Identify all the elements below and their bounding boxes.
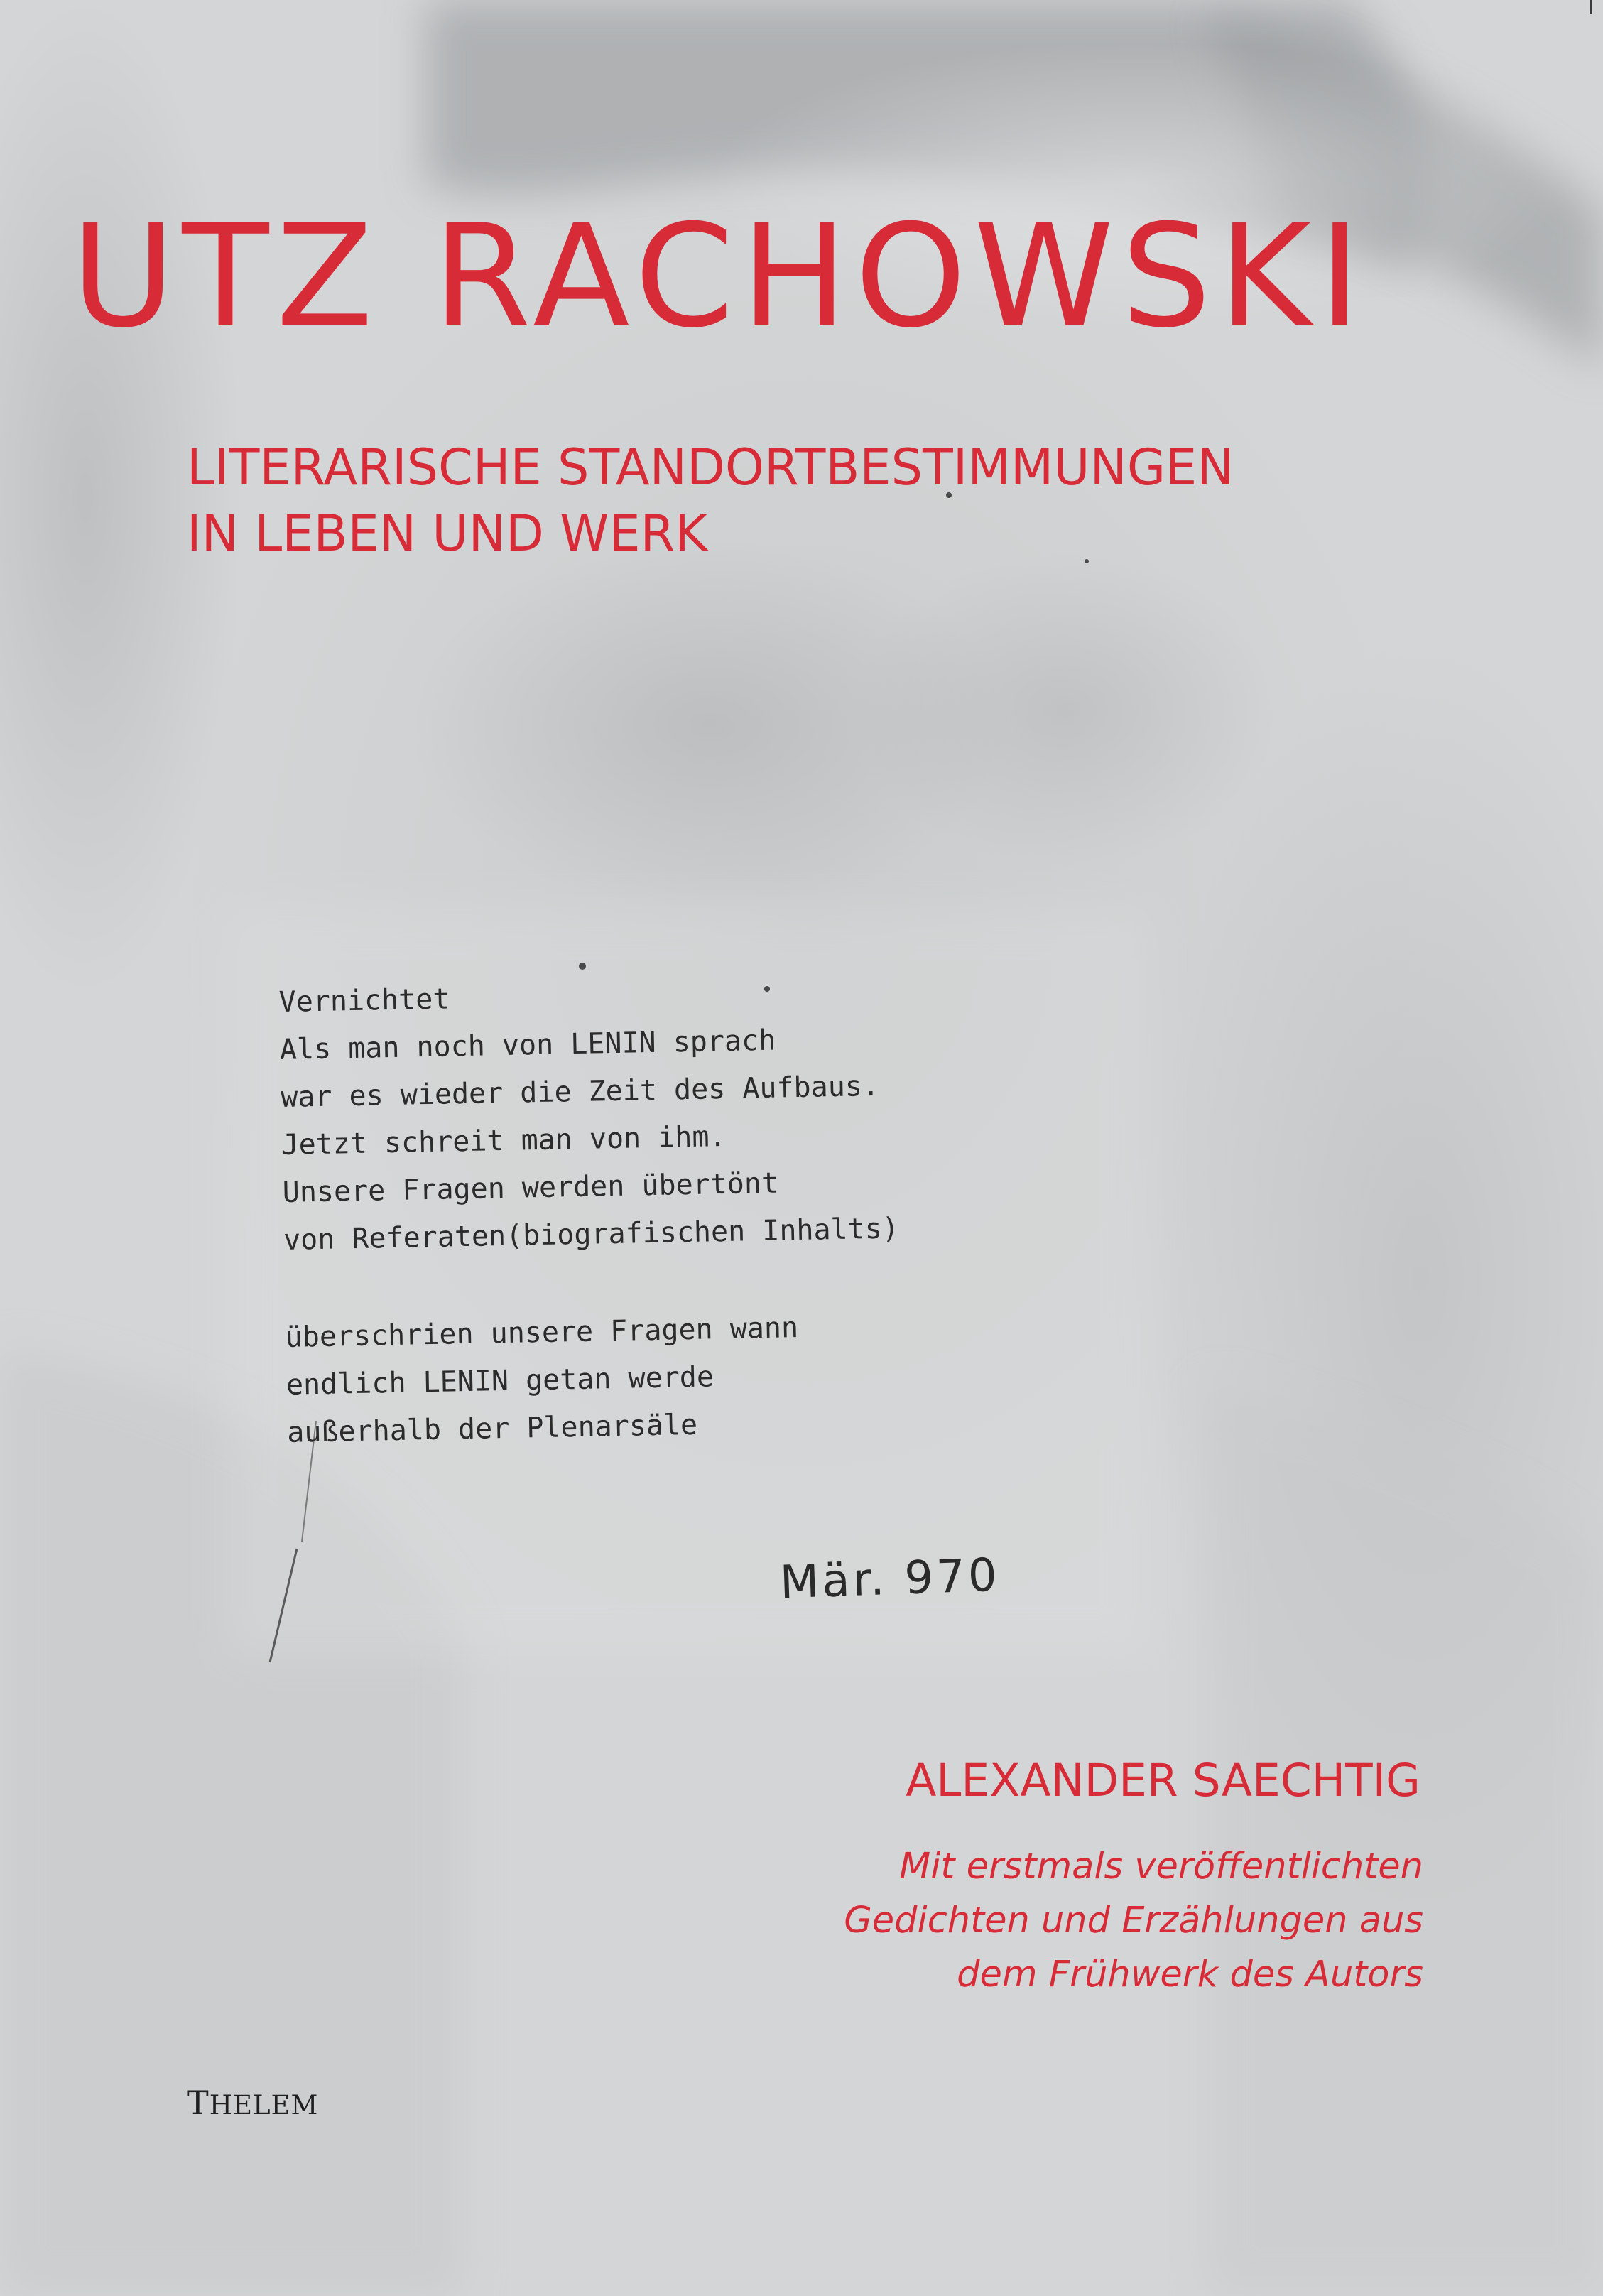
- poem-heading: Vernichtet: [278, 982, 450, 1019]
- tagline-line: Mit erstmals veröffentlichten: [899, 1846, 1423, 1888]
- poem-line: überschrien unsere Fragen wann: [285, 1311, 799, 1354]
- cover-tagline: [844, 1840, 1423, 2002]
- poem-line: endlich LENIN getan werde: [286, 1360, 714, 1402]
- poem-line: Unsere Fragen werden übertönt: [282, 1166, 779, 1209]
- author-name: ALEXANDER SAECHTIG: [906, 1755, 1420, 1807]
- book-subtitle: [187, 435, 1234, 567]
- subtitle-line: LITERARISCHE STANDORTBESTIMMUNGEN: [187, 438, 1234, 497]
- handwritten-date: Mär. 970: [778, 1549, 1001, 1610]
- book-title: UTZ RACHOWSKI: [71, 194, 1368, 359]
- poem-line: Als man noch von LENIN sprach: [279, 1024, 776, 1066]
- poem-line: Jetzt schreit man von ihm.: [281, 1120, 727, 1161]
- poem-line: von Referaten(biografischen Inhalts): [283, 1212, 900, 1257]
- tagline-line: Gedichten und Erzählungen aus: [844, 1900, 1423, 1942]
- tagline-line: dem Frühwerk des Autors: [957, 1954, 1423, 1996]
- poem-line: war es wieder die Zeit des Aufbaus.: [280, 1069, 880, 1114]
- typewritten-poem: [278, 967, 903, 1457]
- poem-line: außerhalb der Plenarsäle: [286, 1408, 698, 1449]
- subtitle-line: IN LEBEN UND WERK: [187, 504, 708, 563]
- publisher-logo: THELEM: [187, 2084, 319, 2122]
